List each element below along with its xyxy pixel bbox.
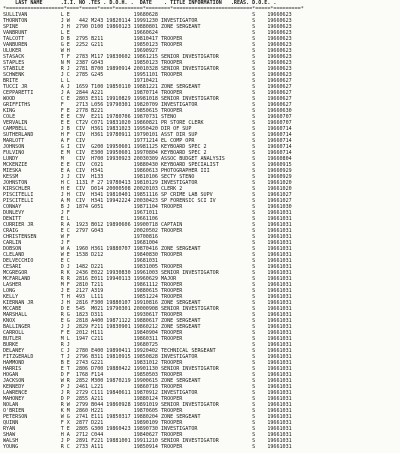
record-row: CEPPARETTI J A 2844 A221 19870714 TROOPER S 19660627 (3, 90, 292, 96)
record-row: PISCITELLI A M CIV H341 19942224 20030423 SP FORENSIC SCI IV S 19661027 (3, 198, 292, 204)
record-row: STAPLES N M 2387 G043 19850123 TROOPER S 19660623 (3, 60, 292, 66)
record-row: DELVECCHIO E C 19681031 S 19661031 (3, 258, 292, 264)
header-rule: *===================*====*=====*====*=========*========*==========================*=====*=========* (3, 6, 304, 12)
record-row: NOLAN R W 2799 B044 19860928 19891019 SENIOR INVESTIGATOR S 19661031 (3, 402, 292, 408)
record-row: ULUKER W H 19690927 S 19660623 (3, 48, 292, 54)
record-row: O'BRIEN K M 2860 H221 19870605 TROOPER S 19661031 (3, 408, 292, 414)
record-row: TUCCI JR A J 1659 T100 19850110 19881221 ZONE SERGEANT S 19660627 (3, 84, 292, 90)
record-row: MARSHALL R G 1823 D311 19930617 TROOPER S 19661031 (3, 312, 292, 318)
record-row: JOHNSON G I CIV G200 19950601 19981125 KEYBOARD SPEC 2 S 19660714 (3, 144, 292, 150)
record-row: KING F E 2778 B221 19850615 TROOPER S 19660630 (3, 108, 292, 114)
record-row: CRAIG E C 2797 G043 20020502 TROOPER S 19661031 (3, 228, 292, 234)
record-row: KIERNAN JR J H 2816 F300 19880107 19910816 ZONE SERGEANT S 19661031 (3, 300, 292, 306)
record-row: SUTHERLAND H F CIV H361 19780911 19790101 ASST DIR SUP S 19660714 (3, 132, 292, 138)
record-row: YOUNG R C 2733 A111 19850914 TROOPER S 19661031 (3, 444, 292, 450)
record-row: CURRIER JR R A 1923 B012 19890606 19900718 CAPTAIN S 19661031 (3, 222, 292, 228)
record-row: LASHER M F 2810 T211 19861112 TROOPER S 19661031 (3, 282, 292, 288)
record-row: CARROLL F E 2012 H111 19840904 TROOPER S 19661031 (3, 330, 292, 336)
record-row: MCKENZIE E E CIV C021 19880430 KEYBOARD SPECIALIST S 19660915 (3, 162, 292, 168)
record-row: PETERSON W G 2741 E111 19850317 19880204 ZONE SERGEANT S 19661031 (3, 414, 292, 420)
record-row: JACKSON W R 2852 M300 19870219 19900615 ZONE SERGEANT S 19661031 (3, 378, 292, 384)
record-row: BURKE R J 19680725 S 19661031 (3, 342, 292, 348)
record-row: PISCITELLI J H CIV H341 19810401 19851116 SP CRIME LAB SUPV S 19661027 (3, 192, 292, 198)
record-row: MCCABE D E 545 M021 19790301 20000908 SENIOR INVESTIGATOR S 19661031 (3, 306, 292, 312)
record-row: QUINN F X 2877 D221 19890109 TROOPER S 19661031 (3, 420, 292, 426)
record-row: FITZGERALD T J 2796 B311 19810915 19850828 INVESTIGATOR S 19661031 (3, 354, 292, 360)
record-row: MCGREGOR R K 2436 E022 19930830 19961003 SENIOR INVESTIGATOR S 19661031 (3, 270, 292, 276)
record-row: BUTLER M L 1947 C211 19860311 TROOPER S 19661031 (3, 336, 292, 342)
record-row: KELLY T H 493 L111 19851224 TROOPER S 19661031 (3, 294, 292, 300)
record-row: SHAW H A 2712 C044 19840627 TROOPER S 19661031 (3, 432, 292, 438)
record-row: DOBSON W A 1960 H361 19880707 19870416 ZONE SERGEANT S 19661031 (3, 246, 292, 252)
record-row: WALSH J P 2891 F221 19881001 19911210 SENIOR INVESTIGATOR S 19661031 (3, 438, 292, 444)
record-row: KIRSCHLER H E CIV D014 20000508 20020103 CLERK 2 S 19661020 (3, 186, 292, 192)
record-row: THORNTON J W 442 M243 19820114 19991230 INVESTIGATOR S 19660623 (3, 18, 292, 24)
record-row: LUNDY M CIV H700 19930923 20030309 ASSOC BUDGET ANALYSIS S 19660804 (3, 156, 292, 162)
record-row: SULLIVAN L E 19680628 S 19660623 (3, 12, 292, 18)
record-row: RYAN T E 2805 G300 19860423 19890730 INVESTIGATOR S 19661031 (3, 426, 292, 432)
record-row: MARLOTT A F CIV 19771214 EL COMP OPR S 19660714 (3, 138, 292, 144)
record-row: LAWRENCE J R 2729 C111 19840611 19870912 INVESTIGATOR S 19661031 (3, 390, 292, 396)
record-row: DEWITT E L 19661106 S 19661031 (3, 216, 292, 222)
record-row: HOGAN D F 1768 F114 19850503 TROOPER S 19661031 (3, 372, 292, 378)
record-row: VERVALIN E E CT2V C071 19831020 19860821 PR STORE CLERK S 19660707 (3, 120, 292, 126)
record-row: STASACK T F 2783 M117 19830602 19861215 SENIOR INVESTIGATOR S 19660623 (3, 54, 292, 60)
record-row: CONWAY B J 1874 G051 19871104 TROOPER S 19661030 (3, 204, 292, 210)
record-row: FULVINO E M CIV E300 19950601 19970804 KEYBOARD SPEC 2 S 19660714 (3, 150, 292, 156)
record-row: VANBRUNT L E 19660624 S 19660623 (3, 30, 292, 36)
record-row: CESARI D J 1482 D221 19831005 TROOPER S 19661031 (3, 264, 292, 270)
record-row: DUNLEVY J F 19671011 S 19661031 (3, 210, 292, 216)
record-row: CHRISTENSEN W F 19700816 S 19661031 (3, 234, 292, 240)
record-row: SCHWENK J C 2785 G245 19951101 TROOPER S 19660623 (3, 72, 292, 78)
record-row: CAMPBELL J B CIV H361 19831023 19950420 DIR OF SUP S 19660714 (3, 126, 292, 132)
record-row: HARRIS E T 2806 D700 19880422 19901130 SENIOR INVESTIGATOR S 19661031 (3, 366, 292, 372)
record-row: MAHONEY D P 2855 A211 19880124 TROOPER S 19661031 (3, 396, 292, 402)
record-row: KENNEDY P J 2461 L221 19860718 TROOPER S 19661031 (3, 384, 292, 390)
record-row: DELANEY C J 2780 E400 19890411 19920402 TECHNICAL SERGEANT S 19661031 (3, 348, 292, 354)
record-row: CLELAND W E 1538 D212 19840830 TROOPER S 19661031 (3, 252, 292, 258)
record-row: VANBUREN G E 2252 G211 19850123 TROOPER S 19660623 (3, 42, 292, 48)
record-row: MIESKA E A CIV H341 19860613 PHOTOGRAPHER III S 19660929 (3, 168, 292, 174)
record-row: WOOD C E 2803 E311 19910829 19981018 SENIOR INVESTIGATOR S 19660627 (3, 96, 292, 102)
record-row: MCFARLAND R R 2816 E011 19940113 19960629 MAJOR S 19661031 (3, 276, 292, 282)
record-row: KESSM J J CIV H133 19810106 SECTY STENO S 19660929 (3, 174, 292, 180)
record-row: HAMMOND B E 2743 G221 19831012 TROOPER S 19661031 (3, 360, 292, 366)
column-header: LAST NAME .I.I. NO .TES . D.O.H. . DATE . TITLE INFORMATION .REAS. D.O.E. . (3, 0, 277, 6)
record-row: GRIFFITHS F 2713 L056 19790301 19820709 INVESTIGATOR S 19660627 (3, 102, 292, 108)
record-row: KNOX E G 2818 A400 19871122 19880617 ZONE SERGEANT S 19661031 (3, 318, 292, 324)
record-row: TALCOTT D B 2795 B211 19810417 TROOPER S 19660623 (3, 36, 292, 42)
record-row: LONG J E 2127 A319 19880615 TROOPER S 19661031 (3, 288, 292, 294)
record-row: COLE E E C3V E211 19780706 19870731 STENO S 19660707 (3, 114, 292, 120)
record-row: STABILE R J 2781 B700 19890914 20010328 SENIOR INVESTIGATOR S 19660623 (3, 66, 292, 72)
record-row: BRITE L L 19710421 S 19660627 (3, 78, 292, 84)
record-row: SPINE J H 2790 D100 19860123 19880801 ZONE SERGEANT S 19660623 (3, 24, 292, 30)
record-row: BALLINGER J J 2829 F211 19830901 19860212 ZONE SERGEANT S 19661031 (3, 324, 292, 330)
record-row: JOHNSTON H C 1131 F 27 19780413 19810129 INVESTIGATOR S 19661020 (3, 180, 292, 186)
record-row: CARLIN J F 19681004 S 19661031 (3, 240, 292, 246)
